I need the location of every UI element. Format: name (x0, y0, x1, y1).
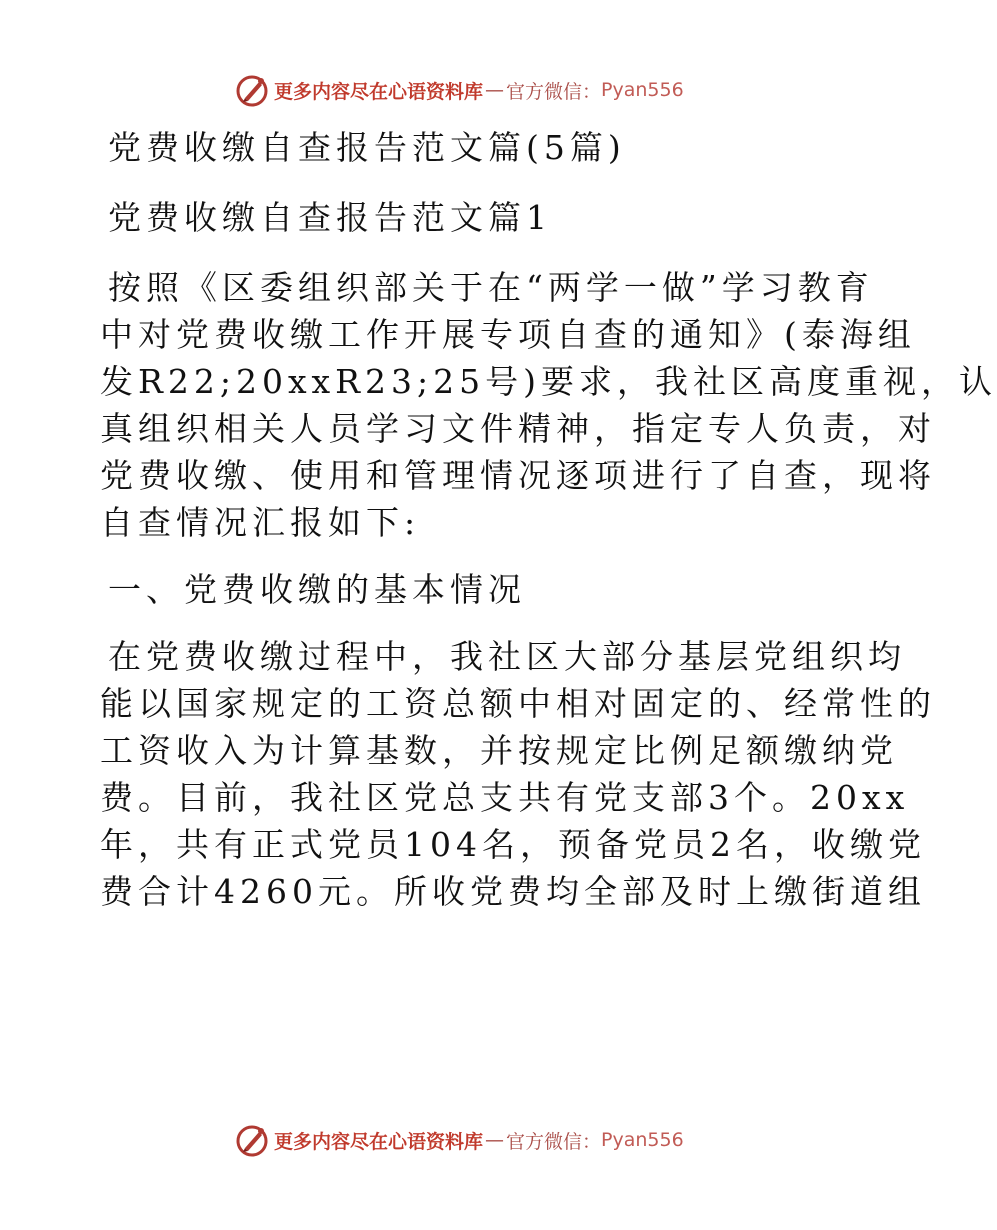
banner-wechat-handle: Pyan556 (601, 79, 684, 101)
paragraph-2 (100, 633, 936, 915)
banner-wechat-label: 官方微信： (506, 80, 602, 103)
paragraph-line: 发R22;20xxR23;25号)要求，我社区高度重视，认 (100, 362, 997, 401)
banner-main-text: 更多内容尽在心语资料库 (274, 1130, 484, 1153)
document-body (100, 124, 997, 915)
paragraph-line: 自查情况汇报如下: (100, 503, 421, 542)
footer-watermark-banner (232, 1120, 684, 1160)
banner-wechat-handle: Pyan556 (601, 1129, 684, 1151)
paragraph-line: 真组织相关人员学习文件精神，指定专人负责，对 (100, 409, 936, 448)
paragraph-line: 工资收入为计算基数，并按规定比例足额缴纳党 (100, 731, 898, 770)
document-subtitle: 党费收缴自查报告范文篇1 (108, 198, 552, 237)
paragraph-line: 能以国家规定的工资总额中相对固定的、经常性的 (100, 684, 936, 723)
pen-logo-icon (232, 1120, 272, 1160)
paragraph-line: 按照《区委组织部关于在“两学一做”学习教育 (108, 268, 874, 307)
banner-dash: — (485, 79, 505, 101)
banner-main-text: 更多内容尽在心语资料库 (274, 80, 484, 103)
header-watermark-banner (232, 70, 684, 110)
paragraph-line: 年，共有正式党员104名，预备党员2名，收缴党 (100, 825, 926, 864)
section-1-heading: 一、党费收缴的基本情况 (108, 570, 526, 609)
paragraph-line: 党费收缴、使用和管理情况逐项进行了自查，现将 (100, 456, 936, 495)
pen-logo-icon (232, 70, 272, 110)
paragraph-line: 费。目前，我社区党总支共有党支部3个。20xx (100, 778, 910, 817)
paragraph-1 (100, 264, 997, 546)
paragraph-line: 费合计4260元。所收党费均全部及时上缴街道组 (100, 872, 926, 911)
paragraph-line: 在党费收缴过程中，我社区大部分基层党组织均 (108, 637, 906, 676)
banner-dash: — (485, 1129, 505, 1151)
banner-wechat-label: 官方微信： (506, 1130, 602, 1153)
paragraph-line: 中对党费收缴工作开展专项自查的通知》(泰海组 (100, 315, 916, 354)
document-title: 党费收缴自查报告范文篇(5篇) (108, 128, 626, 167)
